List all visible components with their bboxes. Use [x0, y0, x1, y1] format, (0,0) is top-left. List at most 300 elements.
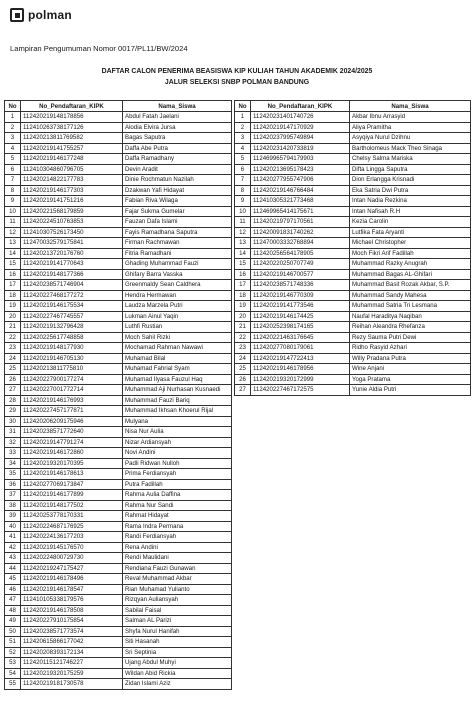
- row-number: 36: [5, 479, 21, 490]
- table-row: [5, 626, 232, 637]
- registration-number: 112420219141773546: [251, 301, 350, 312]
- table-row: [5, 521, 232, 532]
- student-name: Salman AL Parizi: [123, 616, 232, 627]
- table-row: [5, 406, 232, 417]
- registration-number: 112420224687176925: [21, 521, 123, 532]
- student-name: Abdul Fatah Jaelani: [123, 112, 232, 123]
- table-row: [5, 143, 232, 154]
- student-name: Putra Fadillah: [123, 479, 232, 490]
- student-name: Prima Ferdiansyah: [123, 469, 232, 480]
- registration-number: 112420219148177366: [21, 269, 123, 280]
- registration-number: 112420224136177203: [21, 532, 123, 543]
- row-number: 7: [235, 175, 251, 186]
- table-row: [235, 332, 471, 343]
- table-row: [235, 122, 471, 133]
- table-row: [5, 290, 232, 301]
- student-name: Fayis Ramadhana Saputra: [123, 227, 232, 238]
- registration-number: 112420219146178508: [21, 605, 123, 616]
- table-row: [5, 269, 232, 280]
- row-number: 47: [5, 595, 21, 606]
- row-number: 52: [5, 647, 21, 658]
- registration-number: 112420091831740262: [251, 227, 350, 238]
- registration-number: 112420219146175534: [21, 301, 123, 312]
- registration-number: 112470032579175841: [21, 238, 123, 249]
- table-row: [5, 154, 232, 165]
- registration-number: 112410105338179576: [21, 595, 123, 606]
- registration-number: 112420252398174165: [251, 322, 350, 333]
- row-number: 22: [235, 332, 251, 343]
- registration-number: 112420221463176645: [251, 332, 350, 343]
- row-number: 3: [5, 133, 21, 144]
- registration-number: 112420238571746904: [21, 280, 123, 291]
- registration-number: 112469965794179903: [251, 154, 350, 165]
- table-row: [5, 217, 232, 228]
- student-name: Rezy Sauma Putri Dewi: [350, 332, 471, 343]
- header-registration: No_Pendaftaran_KIPK: [251, 101, 350, 112]
- registration-number: 112420277080179061: [251, 343, 350, 354]
- student-name: Aliya Pramitha: [350, 122, 471, 133]
- right-table: [234, 100, 471, 396]
- student-name: Muhammad Bagas AL-Ghifari: [350, 269, 471, 280]
- student-name: Rama Indra Permana: [123, 521, 232, 532]
- student-name: Naufal Haraditya Naqiban: [350, 311, 471, 322]
- row-number: 55: [5, 679, 21, 690]
- row-number: 11: [235, 217, 251, 228]
- table-row: [5, 364, 232, 375]
- table-row: [235, 248, 471, 259]
- row-number: 30: [5, 416, 21, 427]
- row-number: 24: [5, 353, 21, 364]
- row-number: 18: [235, 290, 251, 301]
- student-name: Luthfi Rustian: [123, 322, 232, 333]
- row-number: 8: [235, 185, 251, 196]
- table-row: [5, 679, 232, 690]
- row-number: 17: [5, 280, 21, 291]
- student-name: Padli Ridwan Nulloh: [123, 458, 232, 469]
- header-no: No: [235, 101, 251, 112]
- table-row: [235, 353, 471, 364]
- row-number: 51: [5, 637, 21, 648]
- header-registration: No_Pendaftaran_KIPK: [21, 101, 123, 112]
- row-number: 22: [5, 332, 21, 343]
- registration-number: 112420213695178423: [251, 164, 350, 175]
- table-row: [5, 427, 232, 438]
- student-name: Lutfika Fata Aryanti: [350, 227, 471, 238]
- registration-number: 112420227900177274: [21, 374, 123, 385]
- table-row: [5, 175, 232, 186]
- table-row: [5, 595, 232, 606]
- registration-number: 112420219320172999: [251, 374, 350, 385]
- registration-number: 112420219145176570: [21, 542, 123, 553]
- registration-number: 112420253778170331: [21, 511, 123, 522]
- row-number: 4: [5, 143, 21, 154]
- registration-number: 112420219146177303: [21, 185, 123, 196]
- student-name: Mulyana: [123, 416, 232, 427]
- table-row: [5, 248, 232, 259]
- table-row: [5, 448, 232, 459]
- student-name: Chelsy Salma Mariska: [350, 154, 471, 165]
- row-number: 1: [235, 112, 251, 123]
- table-row: [235, 196, 471, 207]
- registration-number: 112420219132796428: [21, 322, 123, 333]
- registration-number: 112420219146705130: [21, 353, 123, 364]
- row-number: 16: [5, 269, 21, 280]
- student-name: Devin Aradit: [123, 164, 232, 175]
- student-name: Ghading Muhammad Fauzi: [123, 259, 232, 270]
- student-name: Rahma Aulia Daffina: [123, 490, 232, 501]
- row-number: 26: [5, 374, 21, 385]
- registration-number: 112420615866177042: [21, 637, 123, 648]
- table-row: [235, 164, 471, 175]
- table-row: [5, 353, 232, 364]
- row-number: 50: [5, 626, 21, 637]
- table-row: [5, 301, 232, 312]
- student-name: Yunie Aldia Putri: [350, 385, 471, 396]
- row-number: 9: [235, 196, 251, 207]
- row-number: 19: [5, 301, 21, 312]
- student-name: Dion Erlangga Krisnadi: [350, 175, 471, 186]
- table-row: [5, 563, 232, 574]
- row-number: 23: [5, 343, 21, 354]
- table-row: [5, 532, 232, 543]
- row-number: 27: [235, 385, 251, 396]
- student-name: Lukman Ainul Yaqin: [123, 311, 232, 322]
- table-row: [235, 290, 471, 301]
- table-row: [5, 511, 232, 522]
- table-row: [5, 227, 232, 238]
- row-number: 39: [5, 511, 21, 522]
- student-name: Ridho Rasyid Azhari: [350, 343, 471, 354]
- table-row: [5, 280, 232, 291]
- table-row: [5, 605, 232, 616]
- student-name: Dzakwan Yafi Hidayat: [123, 185, 232, 196]
- table-row: [5, 658, 232, 669]
- registration-number: 112420219181730578: [21, 679, 123, 690]
- registration-number: 112420219146700577: [251, 269, 350, 280]
- registration-number: 112410305321773468: [251, 196, 350, 207]
- row-number: 10: [5, 206, 21, 217]
- registration-number: 112420231401740726: [251, 112, 350, 123]
- registration-number: 112420219141755257: [21, 143, 123, 154]
- row-number: 45: [5, 574, 21, 585]
- row-number: 42: [5, 542, 21, 553]
- registration-number: 112420227910175854: [21, 616, 123, 627]
- row-number: 48: [5, 605, 21, 616]
- row-number: 14: [235, 248, 251, 259]
- registration-number: 112420224510763853: [21, 217, 123, 228]
- registration-number: 112420115121746227: [21, 658, 123, 669]
- student-name: Ujang Abdul Muhyi: [123, 658, 232, 669]
- row-number: 49: [5, 616, 21, 627]
- student-name: Intan Nadia Rezkina: [350, 196, 471, 207]
- row-number: 5: [5, 154, 21, 165]
- student-name: Shyfa Nurul Hanifah: [123, 626, 232, 637]
- registration-number: 112420227467172575: [251, 385, 350, 396]
- student-name: Sri Septinia: [123, 647, 232, 658]
- registration-number: 112420219320175259: [21, 668, 123, 679]
- student-name: Muhammad Aji Nurhasan Kusnaedi: [123, 385, 232, 396]
- registration-number: 112420219146178496: [21, 574, 123, 585]
- student-name: Reval Muhammad Akbar: [123, 574, 232, 585]
- table-row: [5, 164, 232, 175]
- row-number: 35: [5, 469, 21, 480]
- table-row: [235, 133, 471, 144]
- student-name: Novi Andini: [123, 448, 232, 459]
- table-row: [235, 154, 471, 165]
- row-number: 9: [5, 196, 21, 207]
- registration-number: 112420219147170929: [251, 122, 350, 133]
- table-row: [5, 185, 232, 196]
- student-name: Dinie Rochmatun Nazilah: [123, 175, 232, 186]
- registration-number: 112420219147722413: [251, 353, 350, 364]
- table-row: [235, 364, 471, 375]
- student-name: Muhammad Ikhsan Khoerul Rijal: [123, 406, 232, 417]
- student-name: Alodia Elvira Jursa: [123, 122, 232, 133]
- registration-number: 112420213720176760: [21, 248, 123, 259]
- student-name: Daffa Ramadhany: [123, 154, 232, 165]
- row-number: 27: [5, 385, 21, 396]
- row-number: 7: [5, 175, 21, 186]
- row-number: 37: [5, 490, 21, 501]
- registration-number: 112420219148177502: [21, 500, 123, 511]
- table-row: [235, 227, 471, 238]
- table-row: [235, 238, 471, 249]
- table-row: [235, 311, 471, 322]
- registration-number: 112420213811769582: [21, 133, 123, 144]
- student-name: Akbar Ibnu Arrasyid: [350, 112, 471, 123]
- row-number: 19: [235, 301, 251, 312]
- row-number: 40: [5, 521, 21, 532]
- student-name: Muhamad Ilyasa Fauzul Haq: [123, 374, 232, 385]
- table-row: [5, 343, 232, 354]
- document-title: DAFTAR CALON PENERIMA BEASISWA KIP KULIAH TAHUN AKADEMIK 2024/2025: [101, 68, 373, 75]
- table-row: [5, 259, 232, 270]
- table-row: [235, 269, 471, 280]
- table-row: [5, 122, 232, 133]
- student-name: Muhammad Basit Rozak Akbar, S.P.: [350, 280, 471, 291]
- table-row: [5, 322, 232, 333]
- table-row: [5, 584, 232, 595]
- student-name: Nisa Nur Aulia: [123, 427, 232, 438]
- table-row: [5, 469, 232, 480]
- registration-number: 112420231420733819: [251, 143, 350, 154]
- student-name: Hendra Hermawan: [123, 290, 232, 301]
- row-number: 43: [5, 553, 21, 564]
- row-number: 10: [235, 206, 251, 217]
- student-name: Moch Sahil Rizki: [123, 332, 232, 343]
- student-name: Eka Satria Dwi Putra: [350, 185, 471, 196]
- student-name: Muhammad Satria Tri Lesmana: [350, 301, 471, 312]
- registration-number: 112420219247175427: [21, 563, 123, 574]
- student-name: Rendi Maulidani: [123, 553, 232, 564]
- table-header-row: [235, 101, 471, 112]
- table-row: [5, 311, 232, 322]
- registration-number: 112410304860796705: [21, 164, 123, 175]
- row-number: 28: [5, 395, 21, 406]
- student-name: Willy Pradana Putra: [350, 353, 471, 364]
- row-number: 4: [235, 143, 251, 154]
- student-name: Bartholomeus Mack Theo Sinaga: [350, 143, 471, 154]
- registration-number: 112420219146178547: [21, 584, 123, 595]
- table-row: [5, 479, 232, 490]
- row-number: 46: [5, 584, 21, 595]
- student-name: Difta Lingga Saputra: [350, 164, 471, 175]
- student-name: Muhamad Bilal: [123, 353, 232, 364]
- row-number: 12: [5, 227, 21, 238]
- registration-number: 112420219146177899: [21, 490, 123, 501]
- row-number: 20: [235, 311, 251, 322]
- table-row: [5, 668, 232, 679]
- table-row: [5, 112, 232, 123]
- student-name: Rendiana Fauzi Gunawan: [123, 563, 232, 574]
- student-name: Muhamad Fahrial Syam: [123, 364, 232, 375]
- row-number: 2: [5, 122, 21, 133]
- table-row: [5, 500, 232, 511]
- header-name: Nama_Siswa: [123, 101, 232, 112]
- student-name: Fauzan Dafa Islami: [123, 217, 232, 228]
- registration-number: 112420238571772640: [21, 427, 123, 438]
- registration-number: 112420219146176993: [21, 395, 123, 406]
- document-subtitle: JALUR SELEKSI SNBP POLMAN BANDUNG: [164, 79, 310, 86]
- header-no: No: [5, 101, 21, 112]
- row-number: 8: [5, 185, 21, 196]
- table-row: [5, 553, 232, 564]
- row-number: 5: [235, 154, 251, 165]
- table-row: [5, 542, 232, 553]
- student-name: Michael Christopher: [350, 238, 471, 249]
- registration-number: 112420219141770643: [21, 259, 123, 270]
- table-row: [235, 217, 471, 228]
- row-number: 21: [5, 322, 21, 333]
- table-row: [5, 416, 232, 427]
- student-name: Asyqiya Nurul Dzihnu: [350, 133, 471, 144]
- header-name: Nama_Siswa: [350, 101, 471, 112]
- registration-number: 112420227001772714: [21, 385, 123, 396]
- row-number: 12: [235, 227, 251, 238]
- table-row: [5, 332, 232, 343]
- table-row: [5, 458, 232, 469]
- row-number: 29: [5, 406, 21, 417]
- student-name: Greenmaldy Sean Caldhera: [123, 280, 232, 291]
- registration-number: 112420227457177871: [21, 406, 123, 417]
- registration-number: 112420219320170395: [21, 458, 123, 469]
- registration-number: 112420224800729730: [21, 553, 123, 564]
- student-name: Muhammad Fauzi Bariq: [123, 395, 232, 406]
- registration-number: 112420208393172134: [21, 647, 123, 658]
- table-row: [5, 238, 232, 249]
- student-name: Muhammad Sandy Mahesa: [350, 290, 471, 301]
- row-number: 33: [5, 448, 21, 459]
- registration-number: 112420238571773574: [21, 626, 123, 637]
- student-name: Rena Andini: [123, 542, 232, 553]
- table-row: [235, 112, 471, 123]
- table-row: [5, 133, 232, 144]
- table-row: [235, 280, 471, 291]
- student-name: Laudza Marzela Putri: [123, 301, 232, 312]
- registration-number: 112420219148177930: [21, 343, 123, 354]
- table-row: [5, 490, 232, 501]
- student-name: Mochamad Rahman Nawawi: [123, 343, 232, 354]
- table-header-row: [5, 101, 232, 112]
- row-number: 13: [5, 238, 21, 249]
- polman-logo: [10, 8, 72, 22]
- student-name: Fajar Sukma Gumelar: [123, 206, 232, 217]
- row-number: 34: [5, 458, 21, 469]
- table-row: [5, 437, 232, 448]
- student-name: Rahma Nur Sandi: [123, 500, 232, 511]
- student-name: Reihan Aleandra Rhefanza: [350, 322, 471, 333]
- registration-number: 112420219146174425: [251, 311, 350, 322]
- registration-number: 112410307526173450: [21, 227, 123, 238]
- table-row: [5, 206, 232, 217]
- registration-number: 112420220250707749: [251, 259, 350, 270]
- registration-number: 112420227468177272: [21, 290, 123, 301]
- row-number: 14: [5, 248, 21, 259]
- registration-number: 112420219146178956: [251, 364, 350, 375]
- table-row: [235, 374, 471, 385]
- table-row: [5, 574, 232, 585]
- row-number: 13: [235, 238, 251, 249]
- student-name: Firman Rachmawan: [123, 238, 232, 249]
- student-name: Ghifary Barra Vasska: [123, 269, 232, 280]
- row-number: 25: [235, 364, 251, 375]
- table-row: [235, 343, 471, 354]
- registration-number: 112420237995749894: [251, 133, 350, 144]
- table-row: [5, 374, 232, 385]
- student-name: Randi Ferdiansyah: [123, 532, 232, 543]
- row-number: 1: [5, 112, 21, 123]
- table-row: [5, 196, 232, 207]
- registration-number: 112410263738177126: [21, 122, 123, 133]
- table-row: [235, 301, 471, 312]
- student-name: Fitria Ramadhani: [123, 248, 232, 259]
- row-number: 21: [235, 322, 251, 333]
- table-row: [235, 206, 471, 217]
- row-number: 53: [5, 658, 21, 669]
- registration-number: 112420219148178856: [21, 112, 123, 123]
- registration-number: 112420219146177248: [21, 154, 123, 165]
- row-number: 31: [5, 427, 21, 438]
- reference-number: Lampiran Pengumuman Nomor 0017/PL11/BW/2024: [10, 44, 188, 53]
- registration-number: 112420214822177783: [21, 175, 123, 186]
- table-row: [5, 616, 232, 627]
- row-number: 18: [5, 290, 21, 301]
- registration-number: 112420213811775810: [21, 364, 123, 375]
- registration-number: 112420219141751216: [21, 196, 123, 207]
- registration-number: 112420219146178613: [21, 469, 123, 480]
- row-number: 38: [5, 500, 21, 511]
- registration-number: 112420219146172860: [21, 448, 123, 459]
- student-name: Muhammad Razky Anugrah: [350, 259, 471, 270]
- table-row: [235, 175, 471, 186]
- row-number: 44: [5, 563, 21, 574]
- row-number: 24: [235, 353, 251, 364]
- student-name: Zidan Islami Aziz: [123, 679, 232, 690]
- row-number: 11: [5, 217, 21, 228]
- registration-number: 112420219797170561: [251, 217, 350, 228]
- table-row: [235, 259, 471, 270]
- registration-number: 112420227467745557: [21, 311, 123, 322]
- table-row: [5, 647, 232, 658]
- table-row: [5, 385, 232, 396]
- registration-number: 112420277955747906: [251, 175, 350, 186]
- registration-number: 112470003332768894: [251, 238, 350, 249]
- row-number: 41: [5, 532, 21, 543]
- table-row: [235, 143, 471, 154]
- registration-number: 112420219147791274: [21, 437, 123, 448]
- student-name: Intan Nafisah R.H: [350, 206, 471, 217]
- row-number: 25: [5, 364, 21, 375]
